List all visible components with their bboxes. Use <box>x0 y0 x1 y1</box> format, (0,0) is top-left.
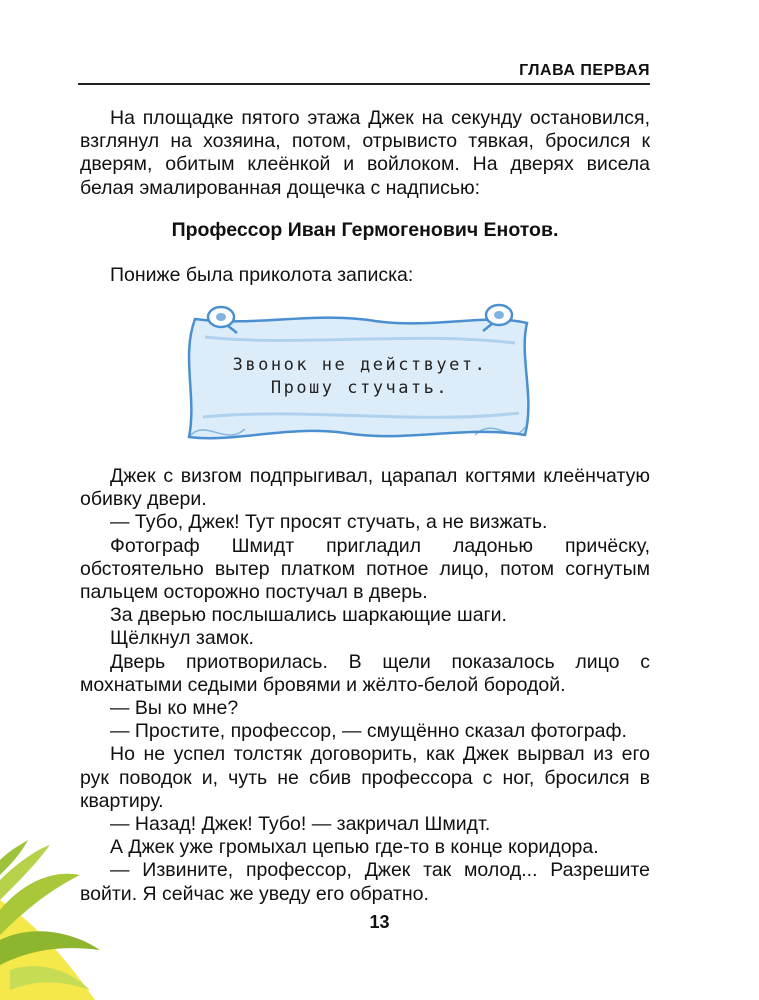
paragraph: — Вы ко мне? <box>110 697 239 720</box>
note-text <box>175 354 545 400</box>
door-plate-text: Профессор Иван Гермогенович Енотов. <box>171 219 559 241</box>
below-note-text: Пониже была приколота записка: <box>110 264 414 286</box>
note-line-1: Звонок не действует. <box>232 355 488 375</box>
paragraph: Но не успел толстяк договорить, как Джек вырвал из его рук поводок и, чуть не сбив профессора с ног, бросился в квартиру. <box>80 743 650 812</box>
paragraph: Джек с визгом подпрыгивал, царапал когтями клеёнчатую обивку двери. <box>80 465 650 511</box>
note-line-2: Прошу стучать. <box>270 378 450 398</box>
paragraph: Фотограф Шмидт пригладил ладонью причёску, обстоятельно вытер платком потное лицо, потом согнутым пальцем осторожно постучал в дверь. <box>80 534 650 604</box>
pinned-note <box>175 297 545 447</box>
paragraph: — Тубо, Джек! Тут просят стучать, а не визжать. <box>110 511 548 534</box>
paragraph: — Извините, профессор, Джек так молод... Разрешите войти. Я сейчас же уведу его обратно. <box>80 859 650 905</box>
intro-paragraph: На площадке пятого этажа Джек на секунду остановился, взглянул на хозяина, потом, отрывисто тявкая, бросился к дверям, обитым клеёнкой и войлоком. На дверях висела белая эмалированная дощечка с надписью: <box>80 107 650 199</box>
paragraph: За дверью послышались шаркающие шаги. <box>110 604 507 627</box>
paragraph: — Назад! Джек! Тубо! — закричал Шмидт. <box>110 813 491 836</box>
paragraph: Щёлкнул замок. <box>110 627 254 650</box>
paragraph: — Простите, профессор, — смущённо сказал фотограф. <box>110 720 627 743</box>
plant-decoration-icon <box>0 840 110 1000</box>
chapter-header: ГЛАВА ПЕРВАЯ <box>519 62 650 79</box>
paragraph: Дверь приотворилась. В щели показалось лицо с мохнатыми седыми бровями и жёлто-белой бородой. <box>80 650 650 696</box>
intro-block <box>80 107 650 200</box>
header-rule <box>78 83 650 85</box>
page-number: 13 <box>369 912 390 932</box>
main-text <box>80 465 650 906</box>
paragraph: А Джек уже громыхал цепью где-то в конце коридора. <box>110 836 599 859</box>
